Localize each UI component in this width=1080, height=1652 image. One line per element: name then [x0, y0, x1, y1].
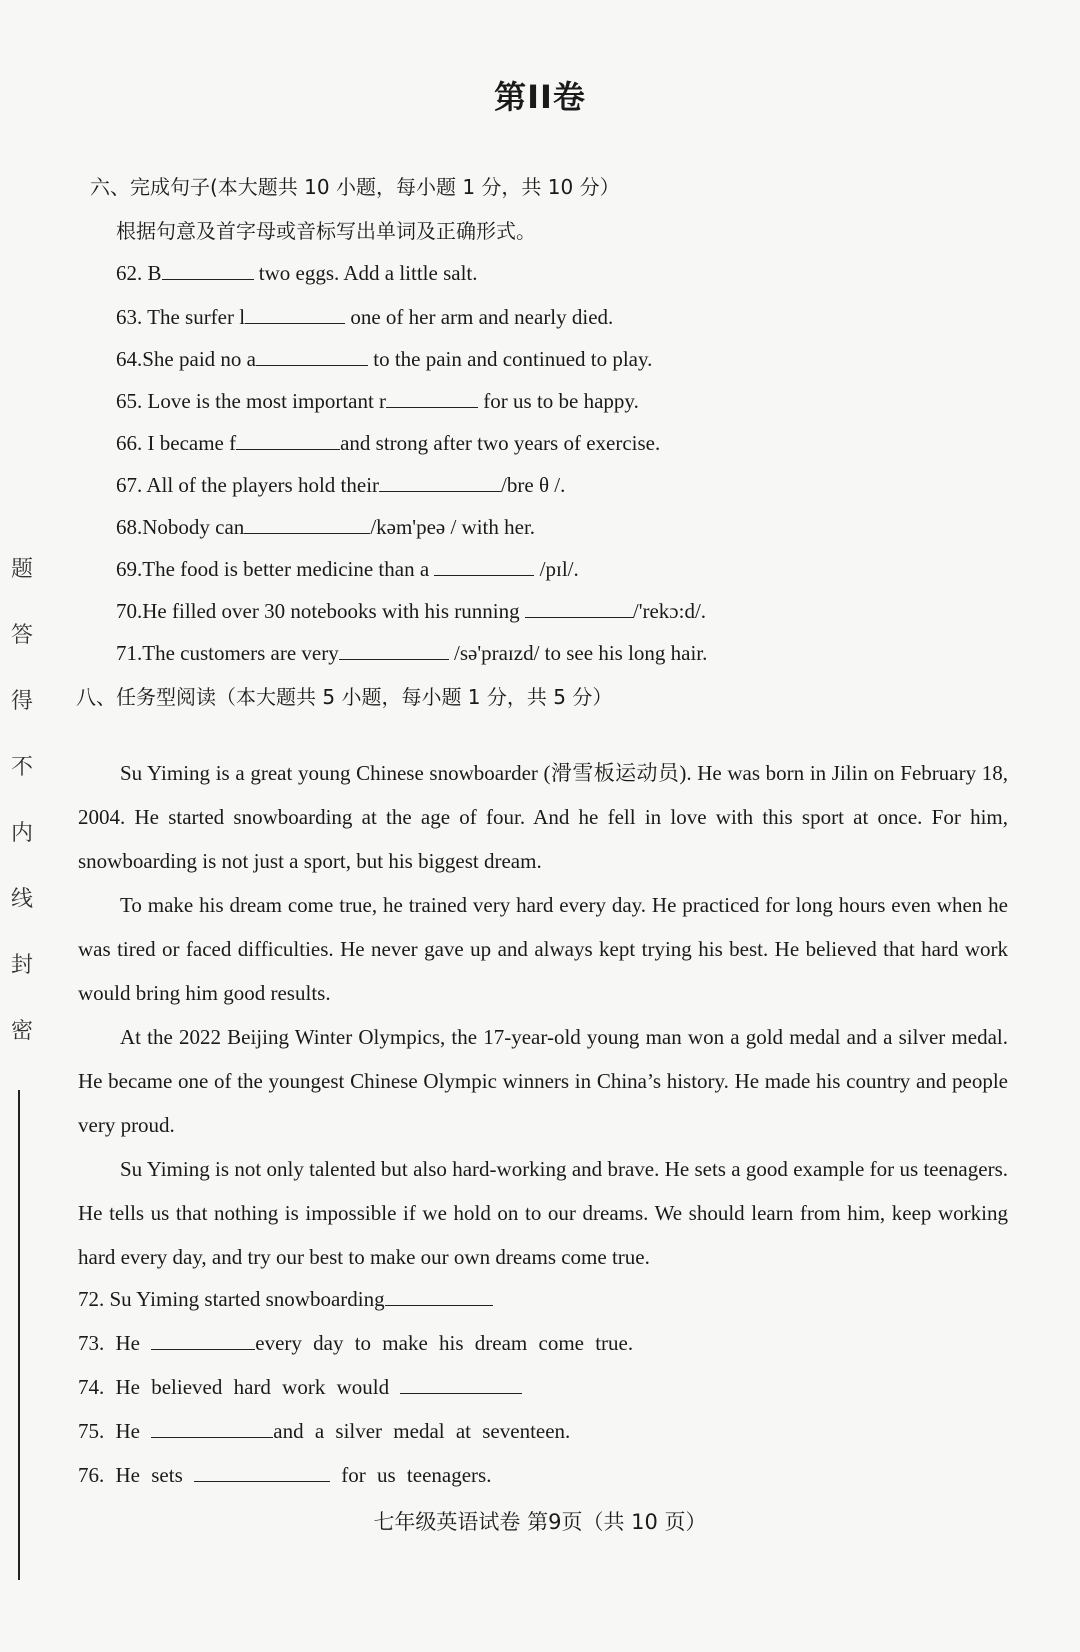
- question-75: 75. He and a silver medal at seventeen.: [78, 1419, 571, 1443]
- question-66: 66. I became f and strong after two years of exercise.: [116, 431, 661, 455]
- passage-paragraph: At the 2022 Beijing Winter Olympics, the 17-year-old young man won a gold medal and a silver medal. He became one of the youngest Chinese Olympic winners in China’s history. He made his country and people very proud.: [78, 1025, 1008, 1137]
- page-footer: 七年级英语试卷 第9页（共 10 页）: [373, 1510, 707, 1534]
- question-67: 67. All of the players hold their /bre θ /.: [116, 473, 566, 497]
- margin-char: 线: [10, 887, 33, 912]
- answer-blank[interactable]: [236, 431, 340, 450]
- section6-instruction: 根据句意及首字母或音标写出单词及正确形式。: [116, 219, 536, 243]
- reading-passage: [78, 751, 1008, 1279]
- answer-blank[interactable]: [339, 641, 449, 660]
- margin-char: 得: [10, 689, 33, 714]
- question-65: 65. Love is the most important r for us to be happy.: [116, 389, 639, 413]
- answer-blank[interactable]: [194, 1463, 330, 1482]
- answer-blank[interactable]: [151, 1331, 255, 1350]
- margin-char: 答: [10, 623, 33, 648]
- answer-blank[interactable]: [385, 1287, 493, 1306]
- question-71: 71.The customers are very /sə'praɪzd/ to see his long hair.: [116, 641, 708, 665]
- question-73: 73. He every day to make his dream come true.: [78, 1331, 634, 1355]
- question-72: 72. Su Yiming started snowboarding: [78, 1284, 493, 1314]
- passage-paragraph: Su Yiming is a great young Chinese snowboarder (滑雪板运动员). He was born in Jilin on February 18, 2004. He started snowboarding at the age of four. And he fell in love with this sport at once. For him, snowboarding is not just a sport, but his biggest dream.: [78, 761, 1008, 873]
- answer-blank[interactable]: [386, 389, 478, 408]
- question-68: 68.Nobody can /kəm'peə / with her.: [116, 515, 536, 539]
- section8-heading: 八、任务型阅读（本大题共 5 小题，每小题 1 分，共 5 分）: [76, 685, 613, 709]
- answer-blank[interactable]: [400, 1375, 522, 1394]
- section6-heading: 六、完成句子(本大题共 10 小题，每小题 1 分，共 10 分）: [90, 175, 620, 199]
- answer-blank[interactable]: [245, 305, 345, 324]
- answer-blank[interactable]: [525, 599, 633, 618]
- passage-paragraph: Su Yiming is not only talented but also hard-working and brave. He sets a good example for us teenagers. He tells us that nothing is impossible if we hold on to our dreams. We should learn from him, keep working hard every day, and try our best to make our own dreams come true.: [78, 1157, 1008, 1269]
- question-76: 76. He sets for us teenagers.: [78, 1463, 492, 1487]
- margin-char: 封: [10, 953, 33, 978]
- question-62: 62. B two eggs. Add a little salt.: [116, 261, 478, 285]
- margin-char: 题: [10, 557, 33, 582]
- answer-blank[interactable]: [162, 261, 254, 280]
- margin-char: 不: [10, 755, 33, 780]
- question-70: 70.He filled over 30 notebooks with his running /'rekɔ:d/.: [116, 599, 707, 623]
- question-69: 69.The food is better medicine than a /pɪl/.: [116, 557, 579, 581]
- answer-blank[interactable]: [151, 1419, 273, 1438]
- page-title: 第II卷: [494, 78, 586, 116]
- question-64: 64.She paid no a to the pain and continued to play.: [116, 347, 653, 371]
- margin-char: 内: [10, 821, 33, 846]
- answer-blank[interactable]: [379, 473, 501, 492]
- question-63: 63. The surfer l one of her arm and nearly died.: [116, 305, 614, 329]
- question-74: 74. He believed hard work would: [78, 1372, 522, 1402]
- binding-margin-notice: [6, 552, 38, 1080]
- answer-blank[interactable]: [256, 347, 368, 366]
- margin-char: 密: [10, 1019, 33, 1044]
- answer-blank[interactable]: [244, 515, 370, 534]
- answer-blank[interactable]: [434, 557, 534, 576]
- passage-paragraph: To make his dream come true, he trained very hard every day. He practiced for long hours even when he was tired or faced difficulties. He never gave up and always kept trying his best. He believed that hard work would bring him good results.: [78, 893, 1008, 1005]
